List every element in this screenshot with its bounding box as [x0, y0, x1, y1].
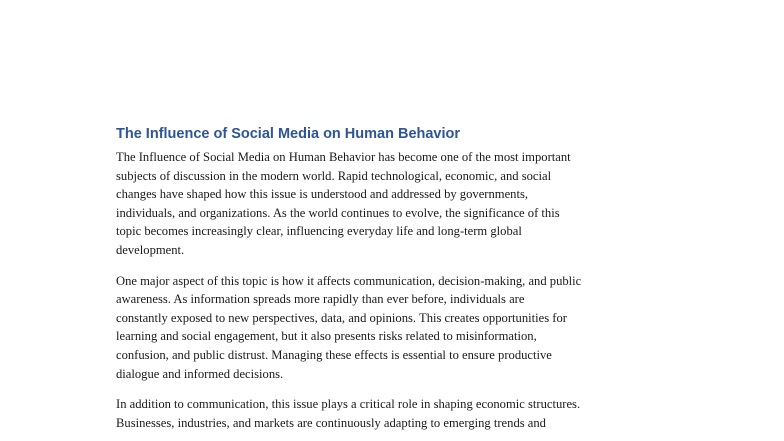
- paragraph-line: awareness. As information spreads more rapidly than ever before, individuals are: [116, 292, 525, 307]
- paragraph-line: confusion, and public distrust. Managing these effects is essential to ensure productive: [116, 347, 552, 362]
- paragraph-line: Businesses, industries, and markets are continuously adapting to emerging trends and: [116, 415, 546, 430]
- paragraph-line: subjects of discussion in the modern world. Rapid technological, economic, and social: [116, 168, 552, 183]
- paragraph-line: The Influence of Social Media on Human Behavior has become one of the most important: [116, 150, 571, 164]
- document-title: The Influence of Social Media on Human Behavior: [116, 126, 461, 142]
- document-body: [116, 124, 676, 441]
- paragraph-2: [116, 272, 676, 384]
- paragraph-line: dialogue and informed decisions.: [116, 366, 284, 381]
- paragraph-1: [116, 148, 676, 260]
- paragraph-line: individuals, and organizations. As the world continues to evolve, the significance of this: [116, 205, 560, 220]
- paragraph-line: constantly exposed to new perspectives, data, and opinions. This creates opportunities for: [116, 310, 567, 325]
- paragraph-3: [116, 395, 676, 432]
- paragraph-line: In addition to communication, this issue plays a critical role in shaping economic structures.: [116, 397, 581, 412]
- paragraph-line: One major aspect of this topic is how it affects communication, decision-making, and public: [116, 273, 582, 288]
- paragraph-line: learning and social engagement, but it also presents risks related to misinformation,: [116, 329, 537, 344]
- paragraph-line: topic becomes increasingly clear, influencing everyday life and long-term global: [116, 224, 522, 239]
- paragraph-line: development.: [116, 242, 185, 257]
- paragraph-line: changes have shaped how this issue is understood and addressed by governments,: [116, 187, 529, 202]
